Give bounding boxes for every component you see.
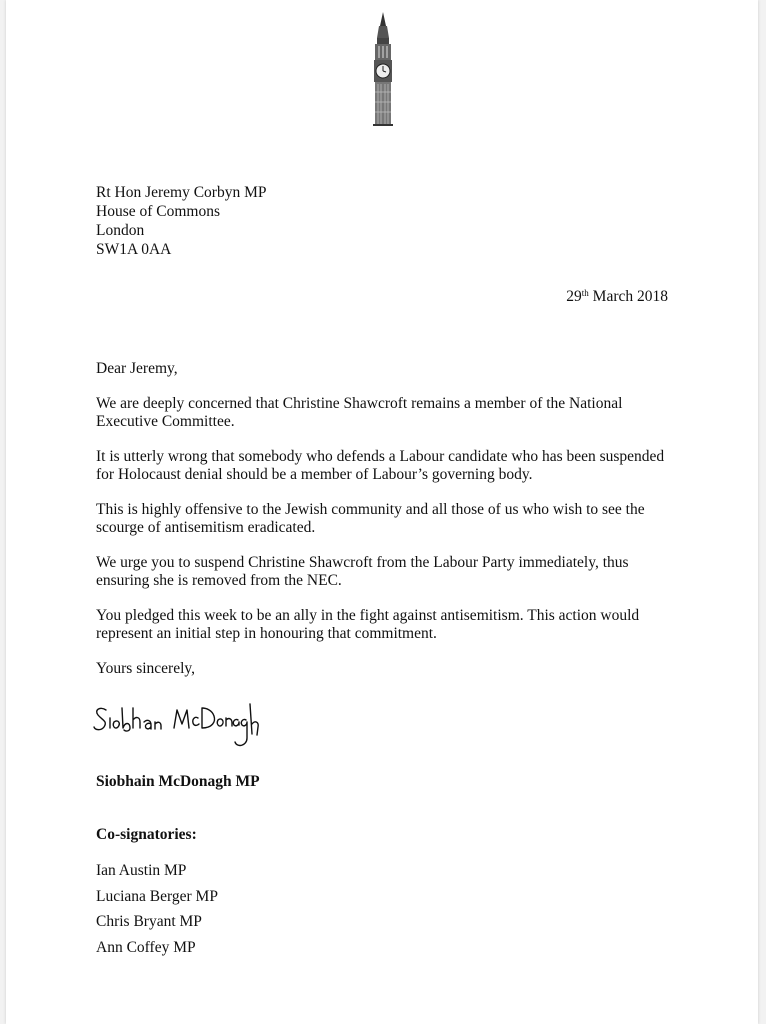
salutation: Dear Jeremy, [96, 360, 178, 377]
cosignatory-name: Ian Austin MP [96, 862, 187, 879]
recipient-address-line-2: London [96, 222, 145, 239]
date-suffix: th [581, 288, 589, 298]
closing: Yours sincerely, [96, 660, 196, 677]
letter-date [566, 288, 668, 306]
handwritten-signature [90, 694, 260, 756]
cosignatory-name: Chris Bryant MP [96, 913, 202, 930]
cosignatory-name: Luciana Berger MP [96, 887, 218, 905]
paragraph: This is highly offensive to the Jewish community and all those of us who wish to see the scourge of antisemitism eradicated. [96, 501, 645, 536]
date-day: 29 [566, 288, 582, 305]
paragraph: You pledged this week to be an ally in the fight against antisemitism. This action would represent an initial step in honouring that commitment. [96, 607, 640, 642]
recipient-address [96, 184, 267, 260]
paragraph: We are deeply concerned that Christine Shawcroft remains a member of the National Executive Committee. [96, 395, 623, 430]
letter-page [6, 0, 758, 1024]
recipient-postcode: SW1A 0AA [96, 241, 172, 258]
cosignatories-heading: Co-signatories: [96, 826, 197, 843]
cosignatories-list [96, 862, 218, 964]
signatory-name: Siobhain McDonagh MP [96, 773, 260, 790]
recipient-name: Rt Hon Jeremy Corbyn MP [96, 184, 267, 201]
date-month-year: March 2018 [588, 288, 668, 305]
letter-body [96, 360, 676, 678]
paragraph: It is utterly wrong that somebody who defends a Labour candidate who has been suspended for Holocaust denial should be a member of Labour’s governing body. [96, 448, 665, 483]
big-ben-tower-icon [369, 12, 397, 126]
cosignatory-name: Ann Coffey MP [96, 938, 196, 956]
paragraph: We urge you to suspend Christine Shawcroft from the Labour Party immediately, thus ensuring she is removed from the NEC. [96, 554, 629, 589]
recipient-address-line-1: House of Commons [96, 203, 220, 220]
